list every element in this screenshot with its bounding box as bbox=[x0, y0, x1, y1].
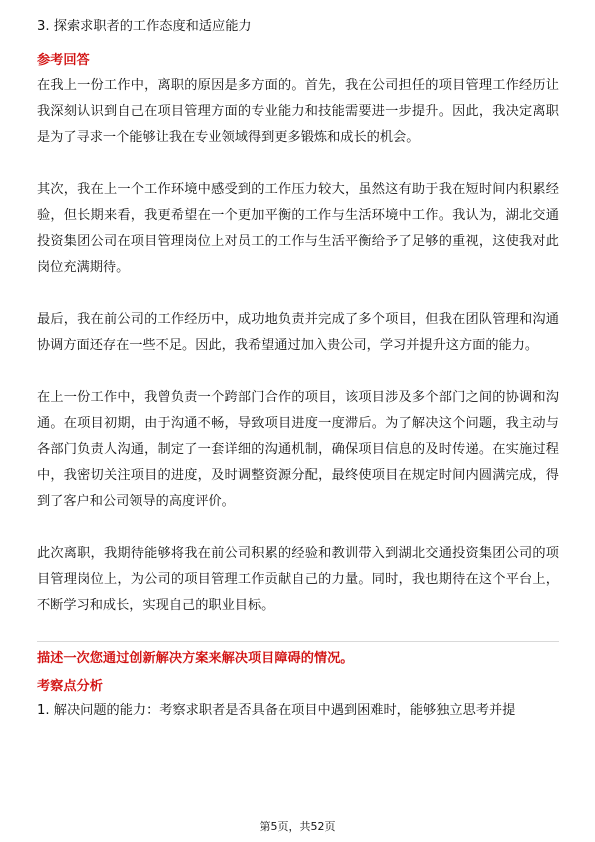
answer-paragraph-5: 此次离职，我期待能够将我在前公司积累的经验和教训带入到湖北交通投资集团公司的项目管理岗位上，为公司的项目管理工作贡献自己的力量。同时，我也期待在这个平台上，不断学习和成长，实现自己的职业目标。 bbox=[37, 546, 559, 613]
analysis-item-1: 1. 解决问题的能力：考察求职者是否具备在项目中遇到困难时，能够独立思考并提 bbox=[37, 703, 516, 718]
section-heading: 3. 探索求职者的工作态度和适应能力 bbox=[37, 19, 252, 34]
next-question: 描述一次您通过创新解决方案来解决项目障碍的情况。 bbox=[37, 651, 354, 666]
answer-paragraph-4: 在上一份工作中，我曾负责一个跨部门合作的项目，该项目涉及多个部门之间的协调和沟通。在项目初期，由于沟通不畅，导致项目进度一度滞后。为了解决这个问题，我主动与各部门负责人沟通，制定了一套详细的沟通机制，确保项目信息的及时传递。在实施过程中，我密切关注项目的进度，及时调整资源分配，最终使项目在规定时间内圆满完成，得到了客户和公司领导的高度评价。 bbox=[37, 390, 559, 509]
answer-paragraph-1: 在我上一份工作中，离职的原因是多方面的。首先，我在公司担任的项目管理工作经历让我深刻认识到自己在项目管理方面的专业能力和技能需要进一步提升。因此，我决定离职是为了寻求一个能够让我在专业领域得到更多锻炼和成长的机会。 bbox=[37, 78, 559, 145]
answer-paragraph-3: 最后，我在前公司的工作经历中，成功地负责并完成了多个项目，但我在团队管理和沟通协调方面还存在一些不足。因此，我希望通过加入贵公司，学习并提升这方面的能力。 bbox=[37, 312, 559, 353]
page-number: 第5页，共52页 bbox=[259, 820, 336, 833]
answer-label: 参考回答 bbox=[37, 53, 90, 68]
section-divider bbox=[37, 641, 559, 642]
document-page bbox=[37, 18, 559, 722]
analysis-label: 考察点分析 bbox=[37, 679, 103, 694]
answer-paragraph-2: 其次，我在上一个工作环境中感受到的工作压力较大，虽然这有助于我在短时间内积累经验，但长期来看，我更希望在一个更加平衡的工作与生活环境中工作。我认为，湖北交通投资集团公司在项目管理岗位上对员工的工作与生活平衡给予了足够的重视，这使我对此岗位充满期待。 bbox=[37, 182, 559, 275]
